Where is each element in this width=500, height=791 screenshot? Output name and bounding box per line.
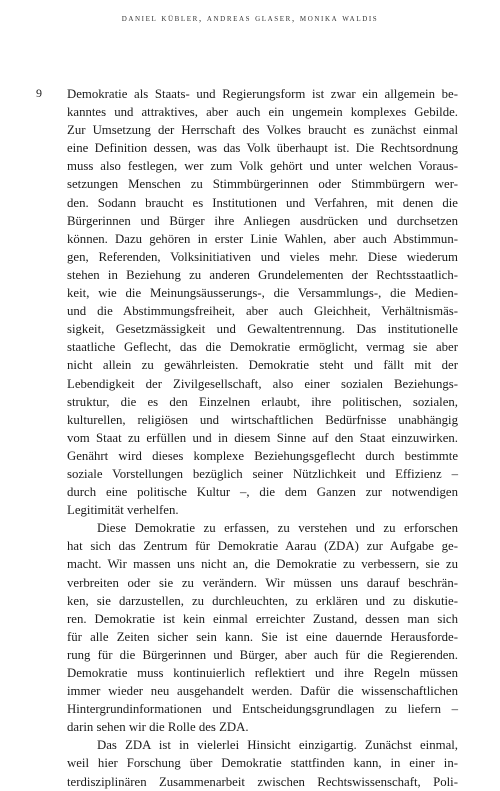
text-line: verbreiten oder sie zu verändern. Wir müssen uns darauf beschrän- [67,575,458,590]
text-line: hat sich das Zentrum für Demokratie Aarau (ZDA) zur Aufgabe ge- [67,539,458,554]
text-line: weil hier Forschung über Demokratie stattfinden kann, in einer in- [67,756,458,771]
text-line: darin sehen wir die Rolle des ZDA. [67,720,249,735]
text-line: Bürgerinnen und Bürger ihre Anliegen ausdrücken und durchsetzen [67,213,458,228]
paragraph [67,736,458,790]
text-line: struktur, die es den Einzelnen erlaubt, ihre politischen, sozialen, [67,394,458,409]
text-line: nicht allein zu gewährleisten. Demokratie steht und fällt mit der [67,358,458,373]
text-line: rung für die Bürgerinnen und Bürger, aber auch für die Regierenden. [67,647,458,662]
text-line: kulturellen, religiösen und wirtschaftlichen Bedürfnisse unabhängig [67,412,458,427]
text-line: Legitimität verhelfen. [67,503,179,518]
text-line: Genährt wird dieses komplexe Beziehungsgeflecht durch bestimmte [67,448,458,463]
text-line: vom Staat zu erfüllen und in diesem Sinne auf den Staat einzuwirken. [67,430,458,445]
text-line: durch eine politische Kultur –, die dem Ganzen zur notwendigen [67,485,458,500]
text-line: sigkeit, Gesetzmässigkeit und Gewaltentrennung. Das institutionelle [67,322,458,337]
paragraph [67,519,458,736]
text-line: den. Sodann braucht es Institutionen und Verfahren, mit denen die [67,195,458,210]
text-line: immer wieder neu ausgehandelt werden. Dafür die wissenschaftlichen [67,684,458,699]
text-line: keit, wie die Meinungsäusserungs-, die Versammlungs-, die Medien- [67,286,458,301]
text-line: ken, sie darzustellen, zu durchleuchten, zu erklären und zu diskutie- [67,593,458,608]
text-line: eine Definition dessen, was das Volk überhaupt ist. Die Rechtsordnung [67,141,458,156]
text-line: Lebendigkeit der Zivilgesellschaft, also einer sozialen Beziehungs- [67,376,458,391]
text-line: macht. Wir massen uns nicht an, die Demokratie zu verbessern, sie zu [67,557,458,572]
text-line: staatliche Geflecht, das die Demokratie ermöglicht, vermag sie aber [67,340,458,355]
text-line: Diese Demokratie zu erfassen, zu verstehen und zu erforschen [97,521,458,536]
body-text [67,85,458,791]
text-line: Das ZDA ist in vielerlei Hinsicht einzigartig. Zunächst einmal, [97,738,458,753]
text-line: für alle Zeiten sicher sein kann. Sie ist eine dauernde Herausforde- [67,629,458,644]
text-line: Demokratie muss kontinuierlich reflektiert und ihre Regeln müssen [67,666,458,680]
text-line: ren. Demokratie ist kein einmal erreichter Zustand, dessen man sich [67,611,458,626]
text-line: Hintergrundinformationen und Entscheidungsgrundlagen zu liefern – [67,702,458,717]
page-number: 9 [36,86,42,100]
text-line: soziale Vorstellungen bezüglich seiner Nützlichkeit und Effizienz – [67,466,458,481]
text-line: kanntes und attraktives, aber auch ein ungemein komplexes Gebilde. [67,105,458,120]
text-line: setzungen Menschen zu Stimmbürgerinnen oder Stimmbürgern wer- [67,177,458,192]
paragraph [67,85,458,519]
text-line: terdisziplinären Zusammenarbeit zwischen Rechtswissenschaft, Poli- [67,774,458,789]
text-line: stehen in Beziehung zu anderen Grundelementen der Rechtsstaatlich- [67,267,458,282]
text-line: Demokratie als Staats- und Regierungsform ist zwar ein allgemein be- [67,87,458,101]
text-line: Zur Umsetzung der Herrschaft des Volkes braucht es zunächst einmal [67,123,458,138]
text-line: können. Dazu gehören in erster Linie Wahlen, aber auch Abstimmun- [67,231,458,246]
text-line: gen, Referenden, Volksinitiativen und vieles mehr. Diese wiederum [67,249,458,264]
text-line: und die Abstimmungsfreiheit, aber auch Gleichheit, Verhältnismäs- [67,304,458,319]
running-header: daniel kübler, andreas glaser, monika waldis [121,14,379,24]
text-line: muss also festlegen, wer zum Volk gehört und unter welchen Voraus- [67,159,458,174]
